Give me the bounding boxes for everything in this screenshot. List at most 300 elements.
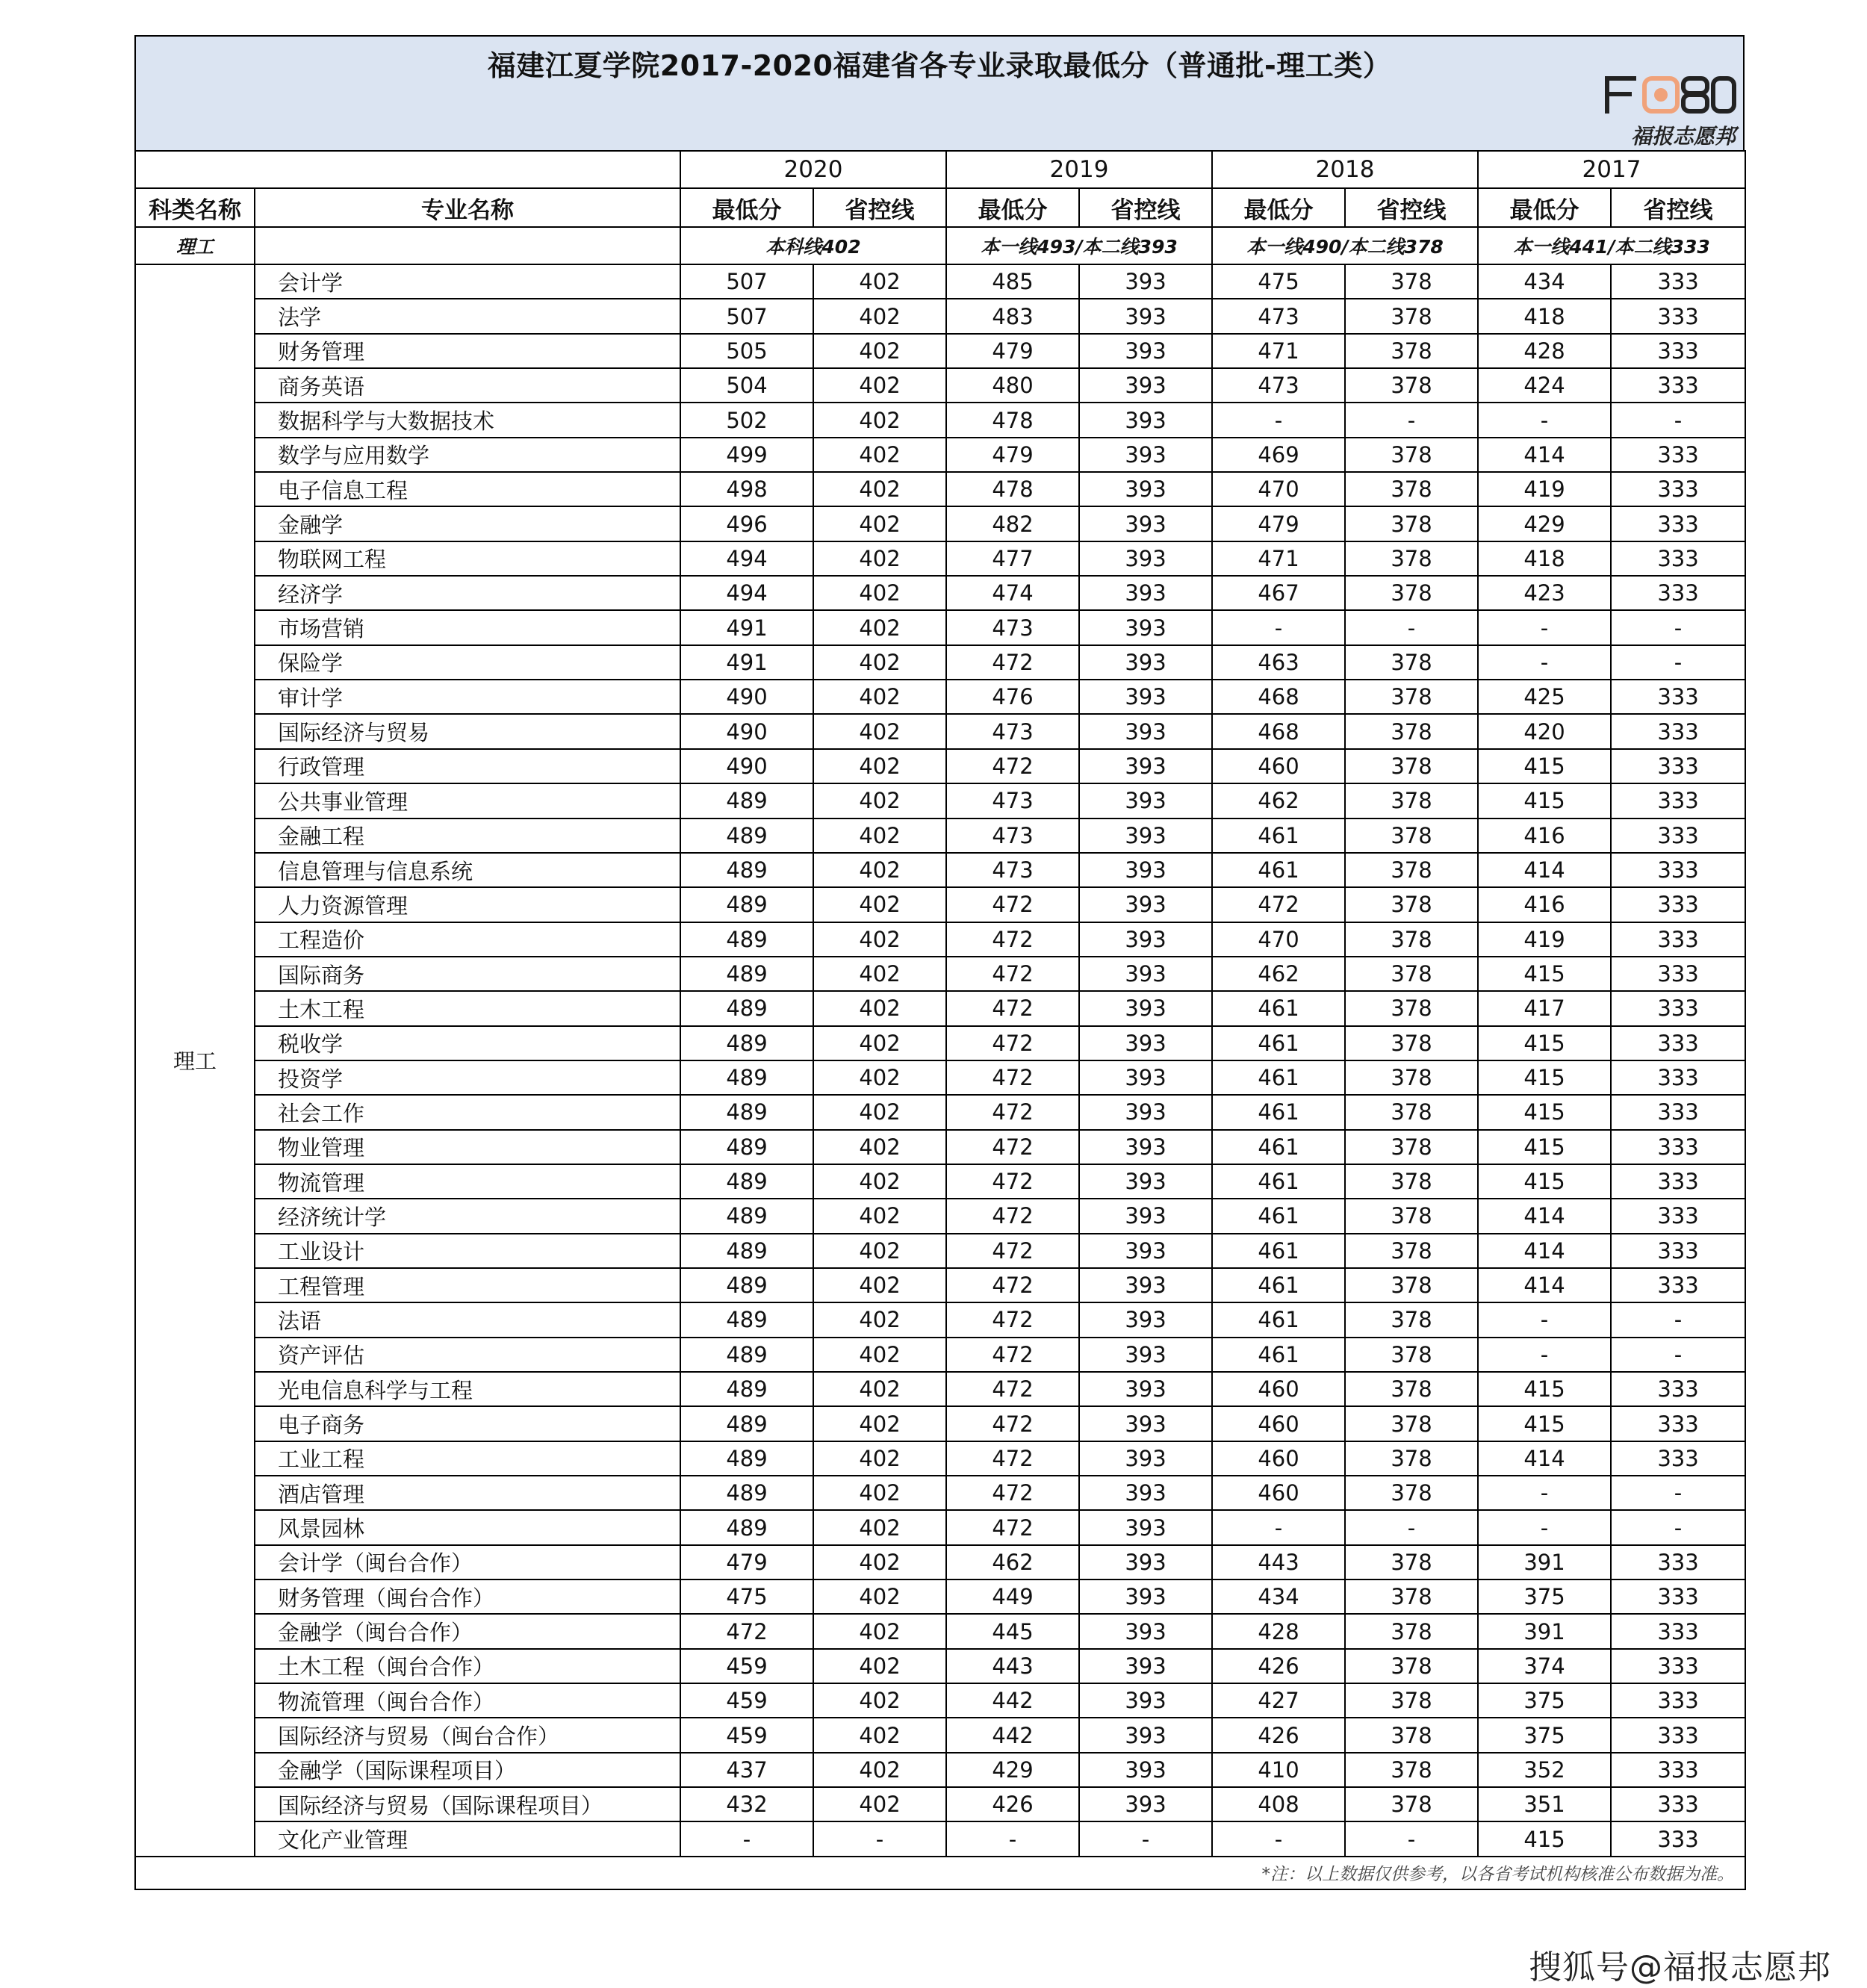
table-row [135,1683,1745,1718]
control-line-cell: 402 [813,714,946,748]
min-score-cell: 479 [1212,506,1345,541]
min-score-cell: 471 [1212,334,1345,368]
control-line-cell: 393 [1079,1060,1212,1095]
control-line-cell: 402 [813,1060,946,1095]
control-line-cell: 393 [1079,1476,1212,1510]
brand-name: 福报志愿邦 [1630,124,1736,149]
control-line-cell: 333 [1611,334,1745,368]
control-line-header-2020: 省控线 [813,188,946,227]
control-line-cell: - [1611,1302,1745,1337]
min-score-cell: 489 [680,853,813,887]
min-score-cell: 476 [946,680,1079,714]
control-line-cell: 402 [813,680,946,714]
min-score-cell: 459 [680,1683,813,1718]
min-score-cell: 472 [946,645,1079,680]
min-score-cell: 375 [1478,1718,1611,1752]
min-score-cell: 429 [1478,506,1611,541]
min-score-cell: 470 [1212,922,1345,957]
control-line-cell: 402 [813,922,946,957]
control-line-cell: 393 [1079,1649,1212,1683]
control-line-cell: 378 [1345,264,1478,299]
min-score-cell: 414 [1478,853,1611,887]
control-line-cell: - [1611,1476,1745,1510]
min-score-cell: 489 [680,1302,813,1337]
min-score-cell: 489 [680,922,813,957]
control-line-cell: 378 [1345,472,1478,506]
min-score-cell: 477 [946,541,1079,576]
control-line-cell: 402 [813,576,946,610]
min-score-cell: 470 [1212,472,1345,506]
control-line-cell: 333 [1611,991,1745,1025]
control-line-cell: 393 [1079,1614,1212,1648]
major-name-cell: 国际经济与贸易（国际课程项目） [255,1787,680,1821]
control-line-cell: 333 [1611,714,1745,748]
table-row [135,368,1745,403]
control-line-cell: 378 [1345,1614,1478,1648]
control-line-cell: 393 [1079,1026,1212,1060]
min-score-cell: 496 [680,506,813,541]
control-line-cell: 333 [1611,472,1745,506]
min-score-cell: 429 [946,1753,1079,1787]
control-line-cell: 393 [1079,714,1212,748]
min-score-cell: 473 [946,783,1079,818]
year-2018-header: 2018 [1212,151,1478,188]
min-score-cell: 408 [1212,1787,1345,1821]
min-score-cell: 461 [1212,853,1345,887]
min-score-cell: 414 [1478,1268,1611,1302]
min-score-cell: 410 [1212,1753,1345,1787]
min-score-cell: 489 [680,1441,813,1476]
min-score-cell: 427 [1212,1683,1345,1718]
min-score-cell: - [1478,645,1611,680]
control-line-cell: 393 [1079,1199,1212,1233]
min-score-header-2017: 最低分 [1478,188,1611,227]
major-name-cell: 人力资源管理 [255,887,680,922]
min-score-cell: 445 [946,1614,1079,1648]
control-line-cell: 402 [813,1406,946,1441]
major-name-cell: 国际商务 [255,957,680,991]
control-line-cell: 333 [1611,749,1745,783]
min-score-cell: 415 [1478,749,1611,783]
min-score-cell: 391 [1478,1614,1611,1648]
summary-line-2019: 本一线493/本二线393 [946,227,1212,264]
min-score-cell: 473 [946,819,1079,853]
control-line-cell: 333 [1611,1579,1745,1614]
control-line-cell: 402 [813,1614,946,1648]
control-line-cell: 378 [1345,334,1478,368]
control-line-cell: 333 [1611,680,1745,714]
major-column-header: 专业名称 [255,188,680,227]
min-score-header-2019: 最低分 [946,188,1079,227]
control-line-cell: 393 [1079,264,1212,299]
control-line-cell: 393 [1079,1164,1212,1199]
major-name-cell: 工程造价 [255,922,680,957]
min-score-cell: 471 [1212,541,1345,576]
table-row [135,1338,1745,1372]
min-score-cell: 489 [680,1130,813,1164]
title-banner [134,35,1745,150]
control-line-cell: 333 [1611,438,1745,472]
min-score-cell: 483 [946,299,1079,333]
min-score-cell: 416 [1478,819,1611,853]
min-score-cell: 475 [1212,264,1345,299]
control-line-cell: 393 [1079,334,1212,368]
major-name-cell: 法学 [255,299,680,333]
major-name-cell: 风景园林 [255,1510,680,1544]
min-score-cell: 473 [946,714,1079,748]
column-header-row [135,188,1745,227]
table-row [135,853,1745,887]
table-row [135,1649,1745,1683]
f80-logo [1603,74,1737,116]
major-name-cell: 税收学 [255,1026,680,1060]
control-line-cell: 378 [1345,887,1478,922]
min-score-cell: 494 [680,541,813,576]
control-line-header-2017: 省控线 [1611,188,1745,227]
control-line-cell: 393 [1079,1753,1212,1787]
control-line-cell: 402 [813,1130,946,1164]
major-name-cell: 会计学 [255,264,680,299]
min-score-cell: 415 [1478,1130,1611,1164]
major-name-cell: 社会工作 [255,1095,680,1129]
year-header-row [135,151,1745,188]
control-line-cell: 333 [1611,922,1745,957]
control-line-cell: - [1345,1510,1478,1544]
control-line-cell: 333 [1611,783,1745,818]
table-row [135,887,1745,922]
control-line-cell: - [1611,1510,1745,1544]
min-score-cell: 434 [1478,264,1611,299]
min-score-cell: 489 [680,1060,813,1095]
control-line-cell: 333 [1611,1821,1745,1856]
table-row [135,819,1745,853]
control-line-cell: 333 [1611,1753,1745,1787]
min-score-cell: 417 [1478,991,1611,1025]
control-line-cell: 402 [813,438,946,472]
control-line-cell: 333 [1611,1234,1745,1268]
major-name-cell: 市场营销 [255,610,680,644]
min-score-cell: 442 [946,1718,1079,1752]
min-score-cell: 499 [680,438,813,472]
control-line-cell: - [1611,403,1745,437]
control-line-cell: 402 [813,1234,946,1268]
control-line-cell: 402 [813,1718,946,1752]
min-score-cell: - [1478,1476,1611,1510]
control-line-cell: 378 [1345,576,1478,610]
min-score-cell: 426 [946,1787,1079,1821]
min-score-cell: 459 [680,1649,813,1683]
min-score-cell: 468 [1212,714,1345,748]
min-score-cell: 490 [680,680,813,714]
major-name-cell: 金融学（闽台合作） [255,1614,680,1648]
major-name-cell: 公共事业管理 [255,783,680,818]
control-line-cell: 402 [813,1338,946,1372]
control-line-cell: 378 [1345,819,1478,853]
min-score-cell: 414 [1478,1234,1611,1268]
min-score-cell: 442 [946,1683,1079,1718]
control-line-cell: 393 [1079,1338,1212,1372]
min-score-cell: 391 [1478,1545,1611,1579]
major-name-cell: 信息管理与信息系统 [255,853,680,887]
control-line-cell: 378 [1345,680,1478,714]
control-line-cell: 378 [1345,1026,1478,1060]
control-line-cell: 393 [1079,403,1212,437]
control-line-cell: 333 [1611,1060,1745,1095]
table-row [135,403,1745,437]
control-line-cell: 333 [1611,1095,1745,1129]
control-line-cell: 378 [1345,506,1478,541]
min-score-cell: 460 [1212,1406,1345,1441]
min-score-cell: 489 [680,1372,813,1406]
control-line-cell: 393 [1079,1095,1212,1129]
min-score-cell: 434 [1212,1579,1345,1614]
min-score-cell: 415 [1478,1095,1611,1129]
control-line-cell: 378 [1345,1268,1478,1302]
min-score-cell: 461 [1212,1026,1345,1060]
table-row [135,541,1745,576]
min-score-cell: - [1478,610,1611,644]
min-score-cell: 472 [946,749,1079,783]
min-score-cell: 489 [680,1476,813,1510]
control-line-cell: 333 [1611,1787,1745,1821]
table-row [135,957,1745,991]
min-score-cell: 472 [946,1372,1079,1406]
control-line-cell: 402 [813,1476,946,1510]
min-score-cell: 489 [680,991,813,1025]
major-name-cell: 电子信息工程 [255,472,680,506]
min-score-cell: 426 [1212,1718,1345,1752]
control-line-cell: 393 [1079,1441,1212,1476]
min-score-cell: 375 [1478,1683,1611,1718]
control-line-cell: 378 [1345,957,1478,991]
control-line-cell: 378 [1345,991,1478,1025]
min-score-cell: 437 [680,1753,813,1787]
min-score-cell: 459 [680,1718,813,1752]
control-line-cell: 393 [1079,299,1212,333]
table-row [135,749,1745,783]
min-score-cell: 473 [946,610,1079,644]
control-line-cell: 402 [813,264,946,299]
min-score-cell: 414 [1478,1441,1611,1476]
control-line-cell: 393 [1079,610,1212,644]
control-line-cell: 333 [1611,1372,1745,1406]
table-row [135,438,1745,472]
min-score-cell: 502 [680,403,813,437]
control-line-cell: 393 [1079,749,1212,783]
min-score-cell: - [1212,1510,1345,1544]
table-row [135,1268,1745,1302]
table-row [135,1510,1745,1544]
control-line-cell: 393 [1079,506,1212,541]
control-line-cell: 378 [1345,299,1478,333]
min-score-cell: - [1478,403,1611,437]
score-table [134,150,1746,1890]
min-score-cell: 461 [1212,1268,1345,1302]
min-score-cell: 505 [680,334,813,368]
min-score-cell: 415 [1478,783,1611,818]
major-name-cell: 商务英语 [255,368,680,403]
control-line-cell: 402 [813,334,946,368]
control-line-cell: 402 [813,1683,946,1718]
table-row [135,506,1745,541]
min-score-cell: 424 [1478,368,1611,403]
major-name-cell: 财务管理（闽台合作） [255,1579,680,1614]
control-line-cell: 393 [1079,576,1212,610]
category-column-header: 科类名称 [135,188,255,227]
score-table-body [135,264,1745,1889]
control-line-cell: 378 [1345,1753,1478,1787]
table-row [135,1614,1745,1648]
table-row [135,1787,1745,1821]
min-score-cell: 472 [946,1199,1079,1233]
min-score-cell: 489 [680,1199,813,1233]
control-line-cell: - [1611,1338,1745,1372]
control-line-cell: - [1611,610,1745,644]
min-score-cell: 491 [680,610,813,644]
control-line-cell: 402 [813,1545,946,1579]
min-score-cell: 351 [1478,1787,1611,1821]
min-score-cell: 460 [1212,1372,1345,1406]
min-score-cell: 419 [1478,472,1611,506]
table-row [135,645,1745,680]
table-row [135,472,1745,506]
major-name-cell: 投资学 [255,1060,680,1095]
min-score-cell: 472 [946,1026,1079,1060]
control-line-cell: - [1079,1821,1212,1856]
min-score-cell: 449 [946,1579,1079,1614]
major-name-cell: 经济统计学 [255,1199,680,1233]
min-score-cell: 472 [946,1302,1079,1337]
control-line-header-2018: 省控线 [1345,188,1478,227]
control-line-cell: 378 [1345,1302,1478,1337]
min-score-cell: 472 [946,887,1079,922]
min-score-cell: 472 [946,1060,1079,1095]
table-row [135,1753,1745,1787]
control-line-cell: 393 [1079,1545,1212,1579]
control-line-cell: 378 [1345,438,1478,472]
min-score-cell: 489 [680,1338,813,1372]
major-name-cell: 国际经济与贸易（闽台合作） [255,1718,680,1752]
min-score-cell: 475 [680,1579,813,1614]
control-line-cell: 378 [1345,368,1478,403]
min-score-cell: 490 [680,749,813,783]
major-name-cell: 经济学 [255,576,680,610]
major-name-cell: 保险学 [255,645,680,680]
min-score-cell: 472 [946,1268,1079,1302]
min-score-cell: 489 [680,783,813,818]
min-score-cell: - [1212,1821,1345,1856]
control-line-cell: 402 [813,991,946,1025]
min-score-cell: 416 [1478,887,1611,922]
min-score-cell: 461 [1212,991,1345,1025]
control-line-cell: 333 [1611,1441,1745,1476]
control-line-cell: 378 [1345,1476,1478,1510]
control-line-cell: - [813,1821,946,1856]
control-line-cell: 333 [1611,853,1745,887]
control-line-cell: 378 [1345,541,1478,576]
min-score-cell: 489 [680,1234,813,1268]
min-score-cell: 468 [1212,680,1345,714]
control-line-cell: 333 [1611,576,1745,610]
table-row [135,1579,1745,1614]
control-line-cell: 393 [1079,541,1212,576]
control-line-cell: - [1345,403,1478,437]
major-name-cell: 物流管理（闽台合作） [255,1683,680,1718]
min-score-cell: 472 [946,1338,1079,1372]
summary-category: 理工 [135,227,255,264]
min-score-cell: 415 [1478,1164,1611,1199]
min-score-cell: 463 [1212,645,1345,680]
control-line-summary-row [135,227,1745,264]
min-score-cell: 504 [680,368,813,403]
min-score-cell: 473 [1212,368,1345,403]
control-line-cell: - [1345,610,1478,644]
major-name-cell: 金融学 [255,506,680,541]
control-line-cell: 393 [1079,472,1212,506]
table-row [135,1302,1745,1337]
note-row [135,1857,1745,1889]
min-score-cell: 489 [680,957,813,991]
control-line-cell: 402 [813,541,946,576]
min-score-cell: 425 [1478,680,1611,714]
min-score-cell: 472 [946,1234,1079,1268]
control-line-cell: 333 [1611,1649,1745,1683]
control-line-cell: 393 [1079,1579,1212,1614]
control-line-cell: 378 [1345,783,1478,818]
control-line-cell: 333 [1611,819,1745,853]
table-row [135,1130,1745,1164]
major-name-cell: 工程管理 [255,1268,680,1302]
summary-line-2017: 本一线441/本二线333 [1478,227,1745,264]
control-line-cell: 378 [1345,1649,1478,1683]
control-line-cell: 393 [1079,680,1212,714]
control-line-cell: 378 [1345,1060,1478,1095]
min-score-cell: 460 [1212,1476,1345,1510]
min-score-cell: 420 [1478,714,1611,748]
min-score-cell: 469 [1212,438,1345,472]
table-row [135,1441,1745,1476]
control-line-cell: 393 [1079,1302,1212,1337]
control-line-cell: 378 [1345,1683,1478,1718]
control-line-cell: 393 [1079,922,1212,957]
min-score-cell: 478 [946,472,1079,506]
min-score-cell: 489 [680,1406,813,1441]
control-line-cell: 333 [1611,264,1745,299]
control-line-cell: 378 [1345,1579,1478,1614]
control-line-cell: 378 [1345,714,1478,748]
min-score-cell: 461 [1212,1302,1345,1337]
table-row [135,1234,1745,1268]
min-score-cell: 461 [1212,1095,1345,1129]
min-score-cell: 472 [946,1095,1079,1129]
min-score-cell: 472 [946,1406,1079,1441]
min-score-cell: 415 [1478,1406,1611,1441]
control-line-cell: 378 [1345,749,1478,783]
year-header-blank [135,151,680,188]
major-name-cell: 数据科学与大数据技术 [255,403,680,437]
control-line-cell: 393 [1079,1683,1212,1718]
min-score-cell: 467 [1212,576,1345,610]
min-score-cell: 489 [680,887,813,922]
table-row [135,264,1745,299]
control-line-cell: 402 [813,1302,946,1337]
major-name-cell: 物业管理 [255,1130,680,1164]
table-row [135,1372,1745,1406]
major-name-cell: 工业设计 [255,1234,680,1268]
table-row [135,1821,1745,1856]
control-line-cell: 393 [1079,853,1212,887]
major-name-cell: 国际经济与贸易 [255,714,680,748]
